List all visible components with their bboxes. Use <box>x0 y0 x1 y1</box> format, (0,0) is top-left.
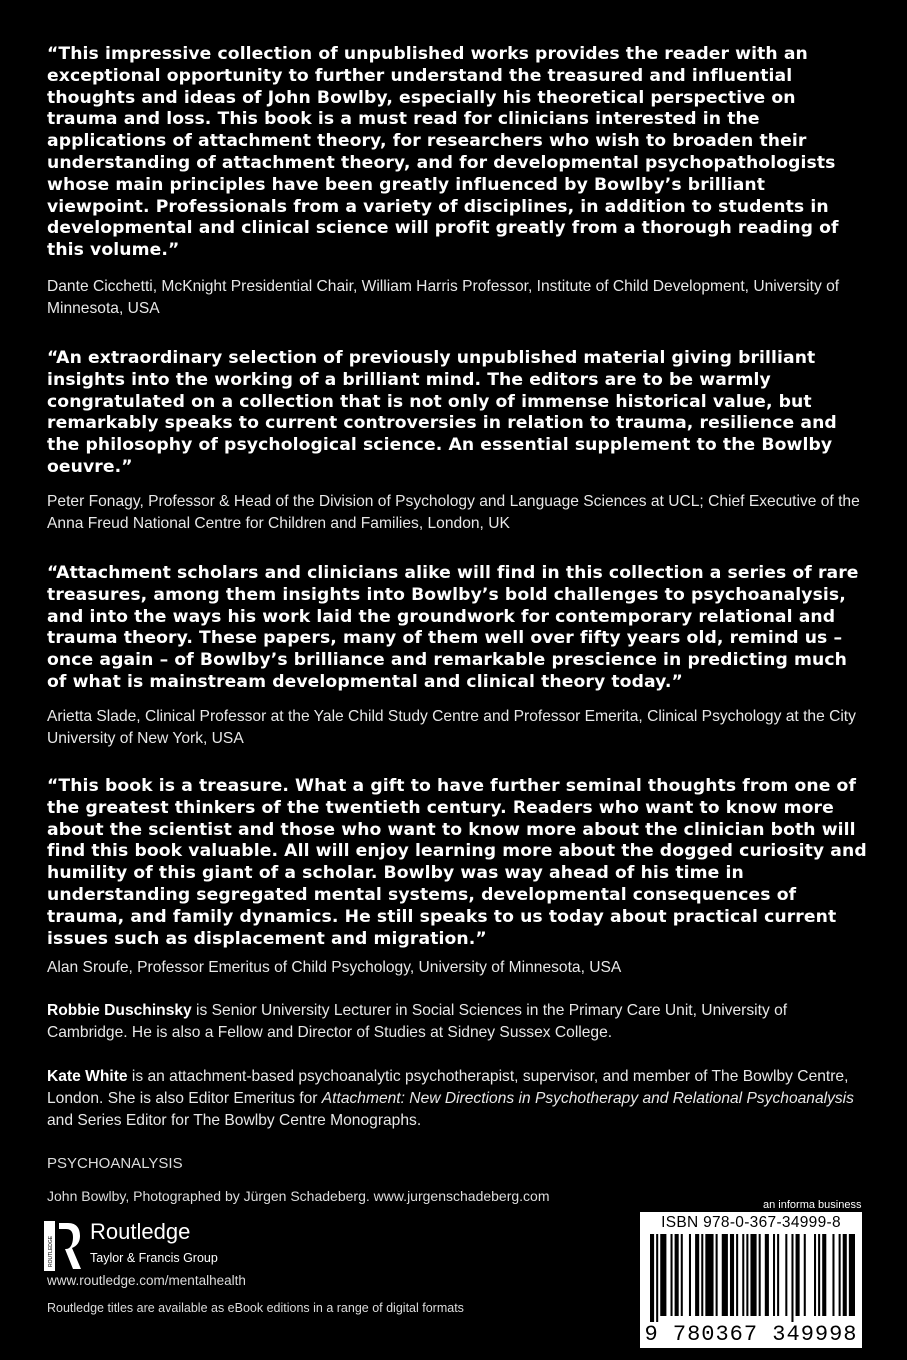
review-quote-cicchetti: “This impressive collection of unpublished works provides the reader with an exceptional opportunity to further understand the treasured and influential thoughts and ideas of John Bowlby, especially his theoretical perspective on trauma and loss. This book is a must read for clinicians interested in the applications of attachment theory, for researchers who wish to broaden their understanding of attachment theory, and for developmental psychopathologists whose main principles have been greatly influenced by Bowlby’s brilliant viewpoint. Professionals from a variety of disciplines, in addition to students in developmental and clinical science will profit greatly from a thorough reading of this volume.” <box>47 44 839 261</box>
barcode-bar <box>765 1234 769 1316</box>
bio-white-journal: Attachment: New Directions in Psychotherapy and Relational Psychoanalysis <box>321 1089 854 1107</box>
barcode-bar <box>689 1234 691 1316</box>
barcode-bar <box>660 1234 666 1316</box>
bio-white-name: Kate White <box>47 1068 128 1085</box>
barcode-bar <box>671 1234 673 1316</box>
barcode-bar <box>681 1234 683 1316</box>
publisher-url: www.routledge.com/mentalhealth <box>47 1273 246 1288</box>
barcode-bar <box>843 1234 847 1316</box>
barcode-bar <box>675 1234 679 1316</box>
barcode-bar <box>822 1234 826 1316</box>
barcode-bar <box>722 1234 728 1316</box>
isbn-digits: 9 780367 349998 <box>644 1322 858 1347</box>
review-attribution-sroufe: Alan Sroufe, Professor Emeritus of Child Psychology, University of Minnesota, USA <box>47 959 622 976</box>
barcode-bar <box>759 1234 761 1316</box>
barcode-bar <box>839 1234 841 1316</box>
barcode-bar <box>773 1234 775 1316</box>
barcode-bar <box>746 1234 748 1316</box>
review-attribution-cicchetti: Dante Cicchetti, McKnight Presidential Chair, William Harris Professor, Institute of Child Development, University of Minnesota, USA <box>47 278 840 317</box>
routledge-logo-icon <box>44 1221 82 1271</box>
barcode-bar <box>791 1234 793 1322</box>
barcode-bar <box>804 1234 806 1316</box>
informa-label: an informa business <box>763 1199 862 1211</box>
barcode-bar <box>650 1234 654 1322</box>
routledge-vertical-label: ROUTLEDGE <box>48 1235 54 1267</box>
photo-credit: John Bowlby, Photographed by Jürgen Schadeberg. www.jurgenschadeberg.com <box>47 1188 550 1204</box>
barcode-bar <box>701 1234 703 1316</box>
barcode-bar <box>832 1234 834 1316</box>
barcode-bar <box>716 1234 718 1316</box>
category-label: PSYCHOANALYSIS <box>47 1155 183 1172</box>
barcode-bar <box>736 1234 738 1316</box>
review-quote-sroufe: “This book is a treasure. What a gift to have further seminal thoughts from one of the greatest thinkers of the twentieth century. Readers who want to know more about the scientist and those who want to know more about the clinician both will find this book valuable. All will enjoy learning more about the dogged curiosity and humility of this giant of a scholar. Bowlby was way ahead of his time in understanding segregated mental systems, developmental consequences of trauma, and family dynamics. He still speaks to us today about practical current issues such as displacement and migration.” <box>47 776 867 949</box>
review-attribution-slade: Arietta Slade, Clinical Professor at the Yale Child Study Centre and Professor Emerita, Clinical Psychology at the City University of New York, USA <box>47 708 856 747</box>
isbn-label: ISBN 978-0-367-34999-8 <box>661 1214 841 1231</box>
bio-white <box>47 1066 867 1131</box>
ebook-note: Routledge titles are available as eBook editions in a range of digital formats <box>47 1301 464 1315</box>
barcode-bar <box>796 1234 800 1316</box>
barcode-bar <box>818 1234 820 1316</box>
review-attribution-fonagy: Peter Fonagy, Professor & Head of the Division of Psychology and Language Sciences at UCL; Chief Executive of the Anna Freud National Centre for Children and Families, London, UK <box>47 493 860 532</box>
barcode-bar <box>695 1234 699 1316</box>
review-quote-fonagy: “An extraordinary selection of previously unpublished material giving brilliant insights into the working of a brilliant mind. The editors are to be warmly congratulated on a collection that is not only of immense historical value, but remarkably speaks to current controversies in relation to trauma, resilience and the philosophy of psychological science. An essential supplement to the Bowlby oeuvre.” <box>47 348 837 477</box>
bio-white-text-1: is an attachment-based psychoanalytic psychotherapist, supervisor, and member of The Bowlby Centre, London. She is also Editor Emeritus for <box>47 1068 849 1107</box>
bio-duschinsky <box>47 1000 867 1044</box>
barcode-bar <box>705 1234 713 1316</box>
publisher-group: Taylor & Francis Group <box>90 1251 218 1265</box>
review-quote-slade: “Attachment scholars and clinicians alike will find in this collection a series of rare treasures, among them insights into Bowlby’s bold challenges to psychoanalysis, and into the ways his work laid the groundwork for contemporary relational and trauma theory. These papers, many of them well over fifty years old, remind us – once again – of Bowlby’s brilliance and remarkable prescience in predicting much of what is mainstream developmental and clinical theory today.” <box>47 563 859 692</box>
bio-duschinsky-text: is Senior University Lecturer in Social Sciences in the Primary Care Unit, University of Cambridge. He is also a Fellow and Director of Studies at Sidney Sussex College. <box>47 1002 788 1041</box>
barcode-bar <box>814 1234 816 1316</box>
barcode-bar <box>742 1234 744 1316</box>
bio-white-text-2: and Series Editor for The Bowlby Centre Monographs. <box>47 1111 422 1129</box>
barcode-bar <box>730 1234 734 1316</box>
barcode-bars <box>646 1234 856 1322</box>
barcode <box>640 1212 862 1348</box>
barcode-bar <box>777 1234 779 1316</box>
barcode-bar <box>849 1234 855 1316</box>
barcode-bar <box>785 1234 787 1316</box>
bio-duschinsky-name: Robbie Duschinsky <box>47 1002 192 1019</box>
barcode-bar <box>656 1234 658 1322</box>
publisher-name: Routledge <box>90 1219 191 1244</box>
barcode-bar <box>750 1234 756 1316</box>
